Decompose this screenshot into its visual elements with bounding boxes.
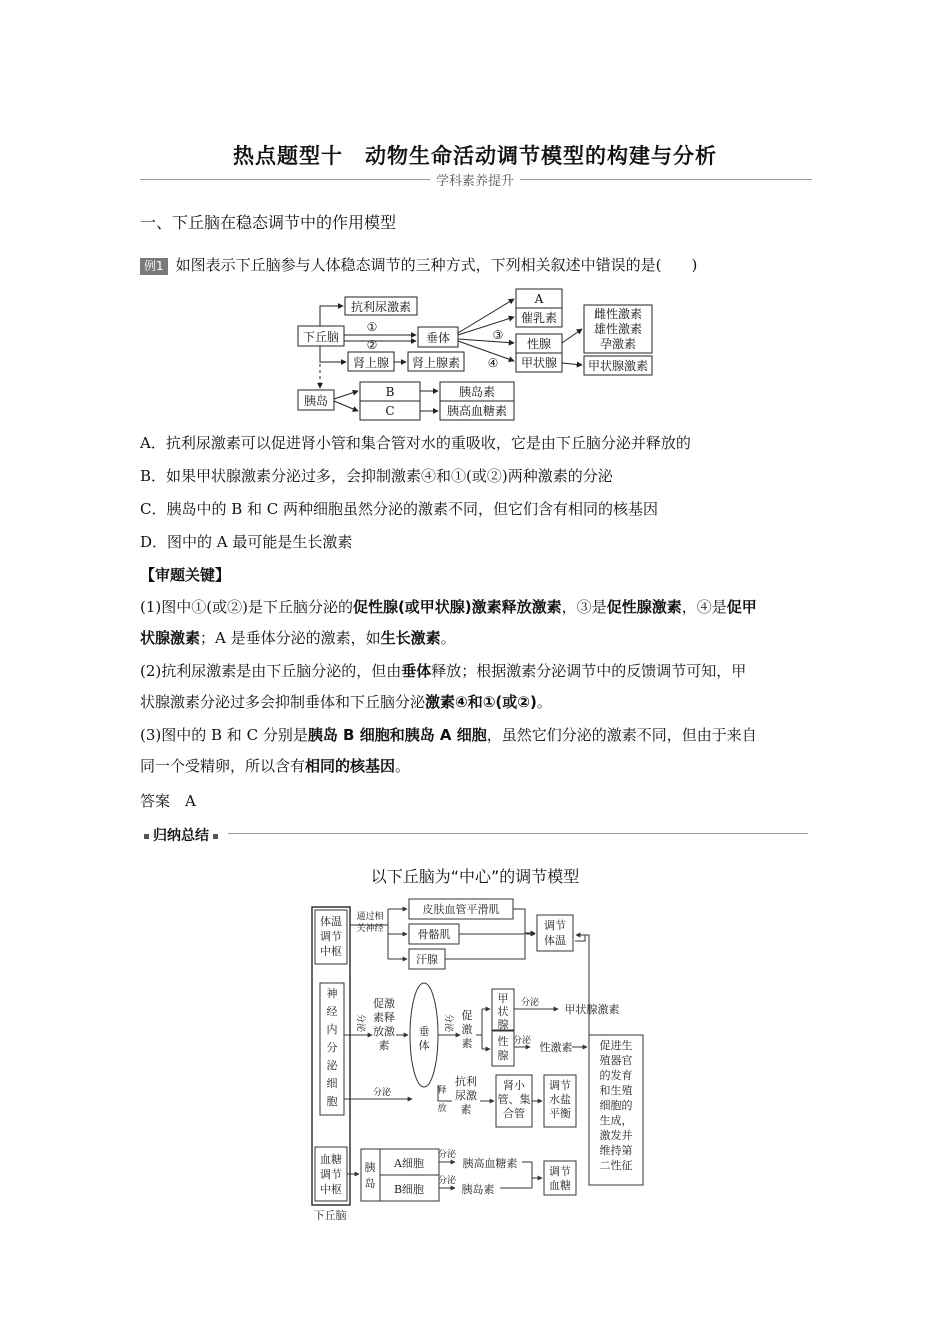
- estrogen-label: 雌性激素: [593, 307, 643, 321]
- regulate-temp-2: 体温: [544, 934, 566, 947]
- neuro-cell-7: 胞: [326, 1095, 338, 1108]
- islet-2: 岛: [364, 1177, 376, 1190]
- islet-1: 胰: [364, 1161, 376, 1174]
- option-b: B．如果甲状腺激素分泌过多，会抑制激素④和①(或②)两种激素的分泌: [140, 467, 613, 485]
- hypothalamus-model-diagram: [300, 895, 660, 1225]
- subtitle: 学科素养提升: [0, 170, 950, 189]
- option-a: A．抗利尿激素可以促进肾小管和集合管对水的重吸收，它是由下丘脑分泌并释放的: [140, 434, 691, 452]
- glucose-center-2: 调节: [320, 1168, 342, 1181]
- adh-2: 尿激: [455, 1089, 477, 1102]
- pituitary-label: 垂体: [425, 331, 451, 345]
- androgen-label: 雄性激素: [593, 322, 643, 336]
- islet-label: 胰岛: [303, 394, 329, 408]
- adrenaline-label: 肾上腺素: [411, 356, 461, 370]
- gonad-1: 性: [497, 1035, 509, 1048]
- regulate-glucose-2: 血糖: [549, 1179, 571, 1192]
- secrete-label-6: 分泌: [437, 1150, 457, 1160]
- sex-effect-8: 维持第: [599, 1144, 633, 1157]
- skin-vessel: 皮肤血管平滑肌: [422, 903, 500, 916]
- b-cell-label: B: [385, 385, 395, 399]
- adh-3: 素: [460, 1103, 472, 1116]
- secrete-label-2: 分泌: [443, 1013, 453, 1033]
- sex-hormone-label: 性激素: [539, 1041, 573, 1054]
- sex-effect-1: 促进生: [599, 1039, 633, 1052]
- key-point-3: (3)图中的 B 和 C 分别是胰岛 B 细胞和胰岛 A 细胞，虽然它们分泌的激素不同，但由于来自 同一个受精卵，所以含有相同的核基因。: [140, 726, 757, 775]
- neuro-cell-1: 神: [326, 987, 338, 1000]
- thermo-center-2: 调节: [320, 930, 342, 943]
- adh-1: 抗利: [455, 1075, 477, 1088]
- water-salt-3: 平衡: [549, 1107, 571, 1120]
- glucose-center-3: 中枢: [320, 1183, 342, 1196]
- releasing-4: 素: [378, 1039, 390, 1052]
- kidney-3: 合管: [503, 1107, 525, 1120]
- example-question: 例1 如图表示下丘脑参与人体稳态调节的三种方式，下列相关叙述中错误的是( ): [140, 250, 812, 281]
- pituitary-1: 垂: [418, 1025, 430, 1038]
- key-point-1: (1)图中①(或②)是下丘脑分泌的促性腺(或甲状腺)激素释放激素，③是促性腺激素，④是促甲 状腺激素；A 是垂体分泌的激素，如生长激素。: [140, 598, 757, 647]
- releasing-1: 促激: [373, 997, 395, 1010]
- glucose-center-1: 血糖: [320, 1153, 342, 1166]
- via-nerve-1: 通过相: [356, 912, 384, 922]
- hypothalamus-label: 下丘脑: [302, 330, 340, 344]
- skeletal-muscle: 骨骼肌: [417, 928, 451, 941]
- thyroxine-label: 甲状腺激素: [564, 1003, 620, 1016]
- progesterone-label: 孕激素: [599, 337, 637, 351]
- pituitary-2: 体: [418, 1039, 430, 1052]
- sex-effect-4: 和生殖: [599, 1084, 633, 1097]
- neuro-cell-3: 内: [326, 1023, 338, 1036]
- thyroid-gland-3: 腺: [497, 1018, 509, 1031]
- via-nerve-2: 关神经: [356, 924, 384, 934]
- summary-label: 归纳总结: [140, 825, 228, 845]
- neuro-cell-5: 泌: [326, 1059, 338, 1072]
- thyroid-gland-1: 甲: [497, 992, 509, 1005]
- section-heading: 一、下丘脑在稳态调节中的作用模型: [140, 213, 397, 232]
- insulin-label: 胰岛素: [461, 1183, 495, 1196]
- thyroid-gland-2: 状: [497, 1005, 509, 1018]
- c-cell-label: C: [385, 404, 395, 418]
- kidney-2: 管、集: [497, 1093, 531, 1106]
- adrenal-label: 肾上腺: [352, 356, 390, 370]
- sex-effect-3: 的发育: [599, 1069, 633, 1082]
- sex-effect-2: 殖器官: [599, 1054, 633, 1067]
- neuro-cell-2: 经: [326, 1005, 338, 1018]
- gonad-2: 腺: [497, 1049, 509, 1062]
- thermo-center-3: 中枢: [320, 945, 342, 958]
- glucagon-label: 胰高血糖素: [446, 404, 508, 418]
- a-cell-label: A细胞: [394, 1157, 424, 1170]
- secrete-label-1: 分泌: [355, 1013, 365, 1033]
- releasing-3: 放激: [373, 1025, 395, 1038]
- tropic-2: 激: [461, 1023, 473, 1036]
- thyroid-label: 甲状腺: [520, 356, 558, 370]
- prolactin-label: 催乳素: [520, 311, 558, 325]
- summary-rule: [140, 833, 808, 834]
- release-1: 释: [437, 1086, 447, 1096]
- model-title: 以下丘脑为“中心”的调节模型: [370, 867, 580, 886]
- releasing-2: 素释: [373, 1011, 395, 1024]
- gonad-label: 性腺: [526, 337, 552, 351]
- secrete-label-3: 分泌: [520, 998, 540, 1008]
- a-label: A: [534, 292, 544, 306]
- hypothalamus-caption: 下丘脑: [313, 1209, 347, 1222]
- release-2: 放: [437, 1104, 447, 1114]
- glucagon-label: 胰高血糖素: [462, 1157, 518, 1170]
- insulin-label: 胰岛素: [458, 385, 496, 399]
- key-point-2: (2)抗利尿激素是由下丘脑分泌的，但由垂体释放；根据激素分泌调节中的反馈调节可知，甲 状腺激素分泌过多会抑制垂体和下丘脑分泌激素④和①(或②)。: [140, 662, 747, 711]
- kidney-1: 肾小: [503, 1079, 525, 1092]
- water-salt-1: 调节: [549, 1079, 571, 1092]
- regulate-glucose-1: 调节: [549, 1165, 571, 1178]
- secrete-label-5: 分泌: [372, 1088, 392, 1098]
- b-cell-label: B细胞: [393, 1183, 425, 1196]
- neuro-cell-6: 细: [326, 1077, 338, 1090]
- key-header: 【审题关键】: [140, 566, 231, 584]
- page-title: 热点题型十 动物生命活动调节模型的构建与分析: [233, 144, 717, 168]
- sex-effect-9: 二性征: [599, 1159, 633, 1172]
- thyroxine-label: 甲状腺激素: [587, 359, 649, 373]
- tropic-1: 促: [461, 1009, 473, 1022]
- option-c: C．胰岛中的 B 和 C 两种细胞虽然分泌的激素不同，但它们含有相同的核基因: [140, 500, 659, 518]
- marker-4: ④: [487, 356, 499, 370]
- sweat-gland: 汗腺: [416, 953, 438, 966]
- water-salt-2: 水盐: [549, 1093, 571, 1106]
- sex-effect-7: 激发并: [599, 1129, 633, 1142]
- secrete-label-7: 分泌: [437, 1176, 457, 1186]
- regulate-temp-1: 调节: [544, 919, 566, 932]
- thermo-center-1: 体温: [320, 915, 342, 928]
- marker-3: ③: [492, 328, 504, 342]
- sex-effect-5: 细胞的: [599, 1099, 633, 1112]
- option-d: D．图中的 A 最可能是生长激素: [140, 533, 353, 551]
- tropic-3: 素: [461, 1037, 473, 1050]
- marker-2: ②: [366, 338, 378, 352]
- answer: 答案 A: [140, 792, 196, 810]
- sex-effect-6: 生成，: [599, 1114, 633, 1127]
- hormone-diagram: [290, 285, 670, 425]
- adh-label: 抗利尿激素: [350, 300, 412, 314]
- neuro-cell-4: 分: [326, 1041, 338, 1054]
- example-badge: 例1: [140, 258, 168, 275]
- marker-1: ①: [366, 320, 378, 334]
- secrete-label-4: 分泌: [512, 1036, 532, 1046]
